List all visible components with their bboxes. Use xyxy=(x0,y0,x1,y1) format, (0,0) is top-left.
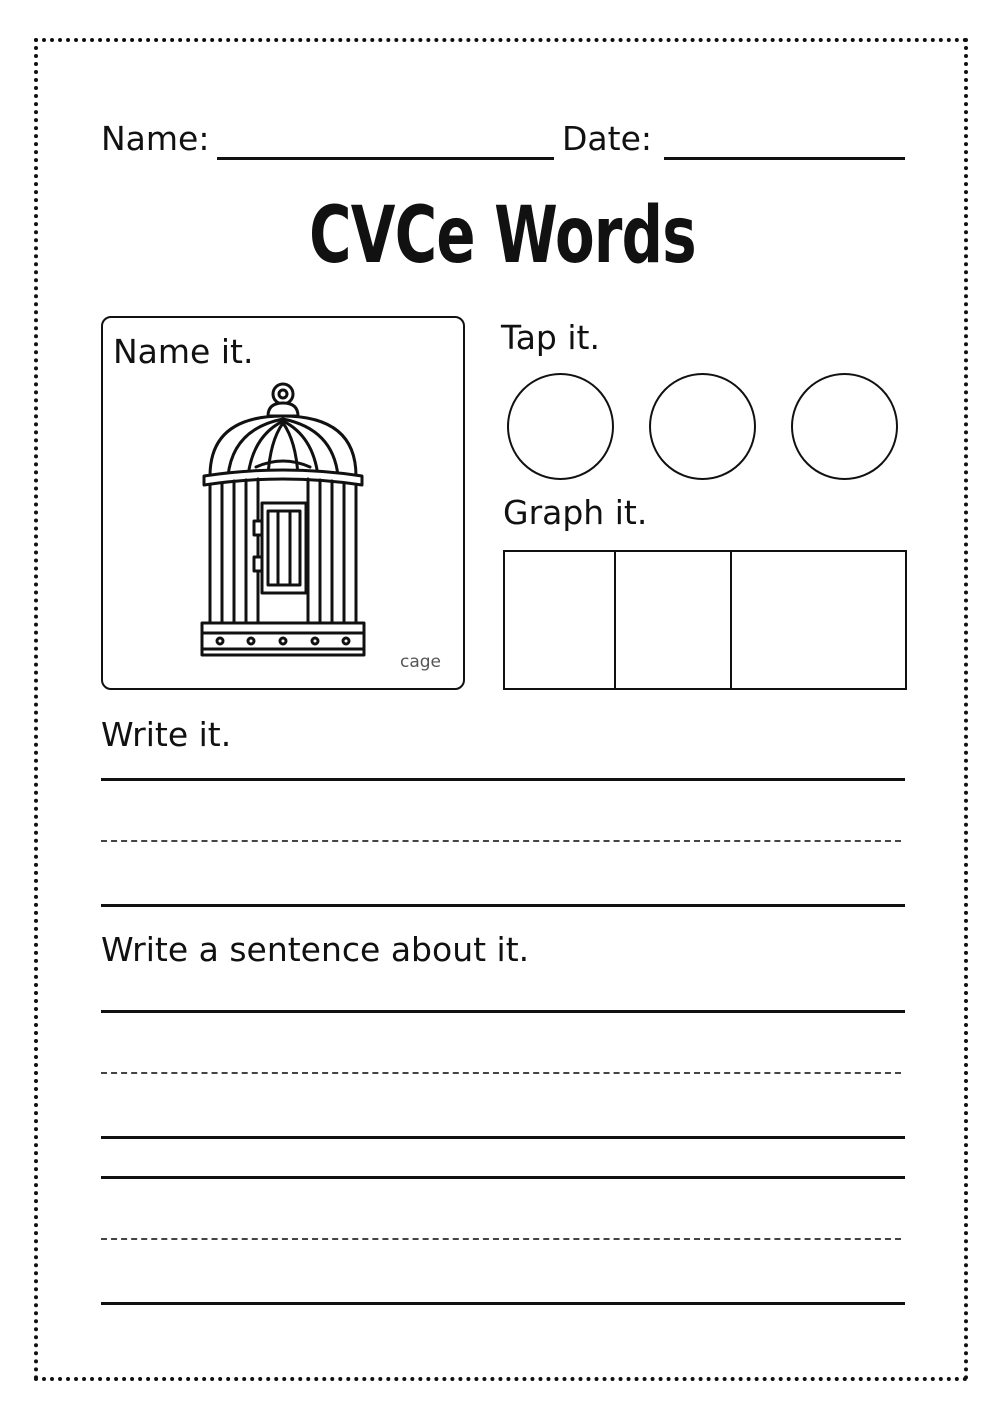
tap-circle[interactable] xyxy=(507,373,614,480)
writing-line-mid[interactable] xyxy=(101,1238,901,1240)
writing-line-mid[interactable] xyxy=(101,840,901,842)
date-field[interactable] xyxy=(664,157,905,160)
writing-line-base[interactable] xyxy=(101,1302,905,1305)
date-label: Date: xyxy=(562,119,652,158)
write-it-label: Write it. xyxy=(101,715,232,754)
tap-circle[interactable] xyxy=(791,373,898,480)
graph-boxes xyxy=(503,550,907,690)
writing-line-top[interactable] xyxy=(101,1176,905,1179)
writing-line-top[interactable] xyxy=(101,1010,905,1013)
graph-divider xyxy=(614,552,616,688)
writing-line-mid[interactable] xyxy=(101,1072,901,1074)
tap-it-label: Tap it. xyxy=(501,318,600,357)
writing-line-base[interactable] xyxy=(101,904,905,907)
writing-line-top[interactable] xyxy=(101,778,905,781)
tap-circle[interactable] xyxy=(649,373,756,480)
page-title: CVCe Words xyxy=(309,191,696,281)
name-it-card xyxy=(101,316,465,690)
picture-caption: cage xyxy=(400,652,442,672)
name-field[interactable] xyxy=(217,157,554,160)
graph-it-label: Graph it. xyxy=(503,493,648,532)
sentence-label: Write a sentence about it. xyxy=(101,930,530,969)
name-it-label: Name it. xyxy=(113,332,254,371)
writing-line-base[interactable] xyxy=(101,1136,905,1139)
graph-divider xyxy=(730,552,732,688)
name-label: Name: xyxy=(101,119,210,158)
birdcage-icon xyxy=(198,381,368,661)
